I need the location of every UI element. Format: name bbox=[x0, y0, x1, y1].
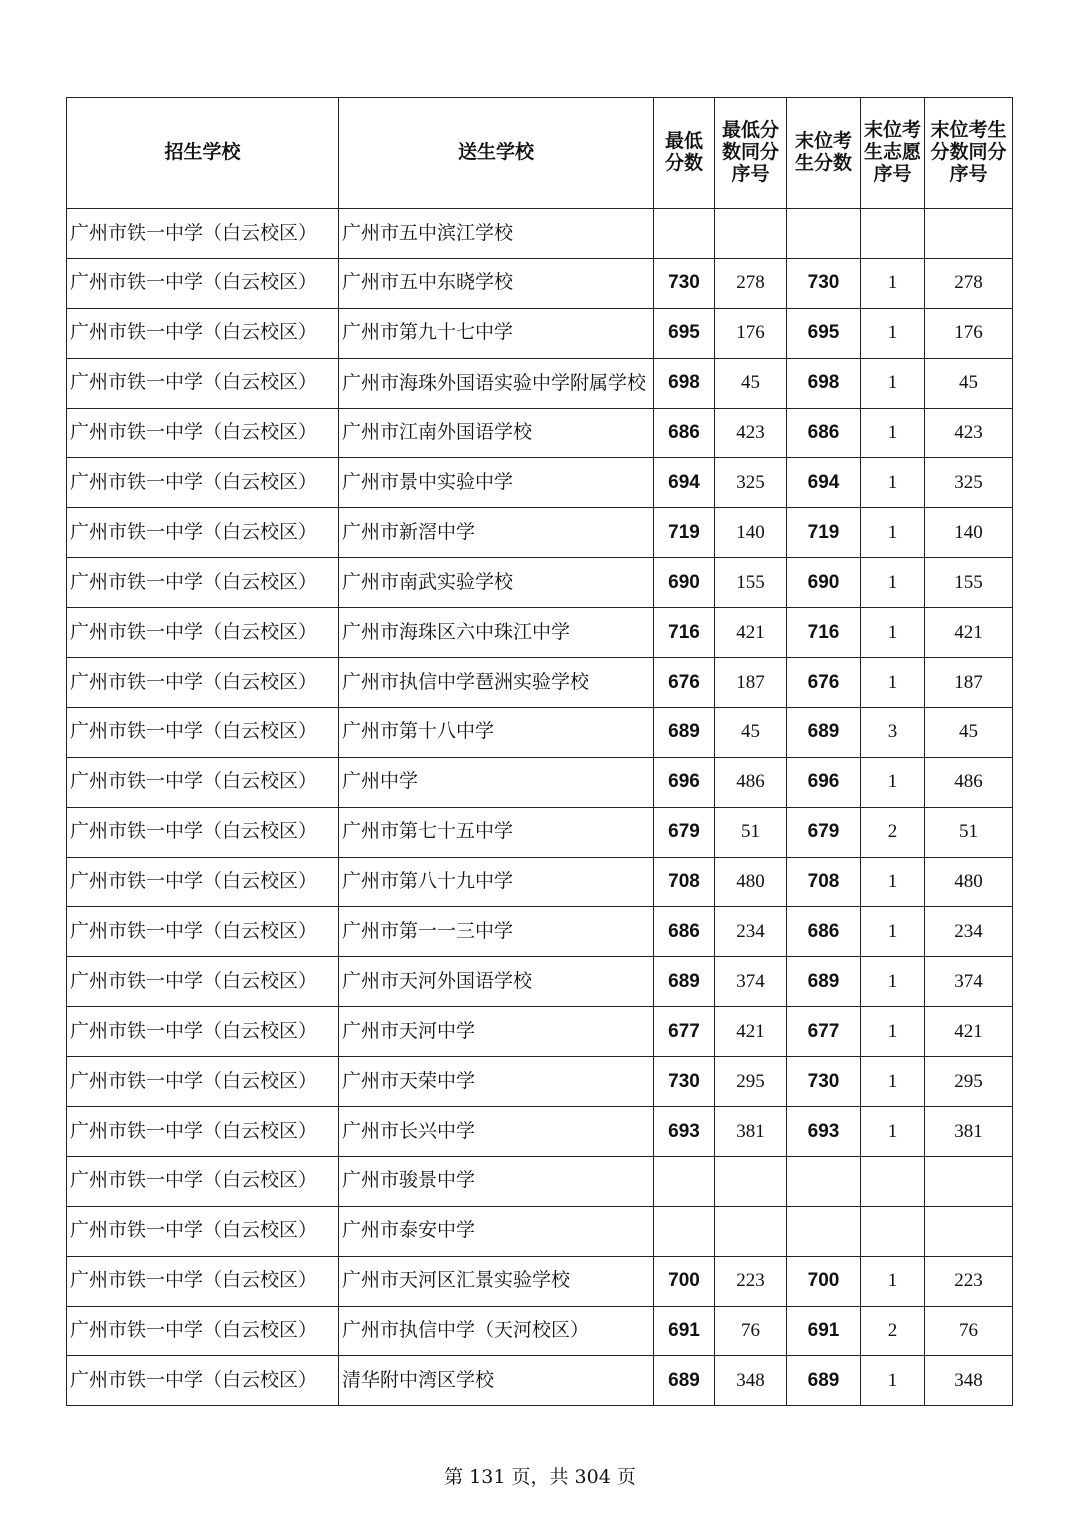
min-score-rank-cell: 381 bbox=[715, 1107, 787, 1157]
last-score-cell: 696 bbox=[787, 757, 861, 807]
last-preference-cell: 1 bbox=[861, 308, 925, 358]
min-score-cell: 700 bbox=[654, 1256, 715, 1306]
last-score-rank-cell: 278 bbox=[925, 258, 1013, 308]
min-score-cell: 730 bbox=[654, 258, 715, 308]
send-school-cell: 广州市执信中学（天河校区） bbox=[339, 1306, 654, 1356]
last-preference-cell: 1 bbox=[861, 957, 925, 1007]
table-row bbox=[67, 608, 1013, 658]
recruit-school-cell: 广州市铁一中学（白云校区） bbox=[67, 757, 339, 807]
send-school-cell: 广州市江南外国语学校 bbox=[339, 408, 654, 458]
last-score-rank-cell: 176 bbox=[925, 308, 1013, 358]
recruit-school-cell: 广州市铁一中学（白云校区） bbox=[67, 1356, 339, 1406]
last-score-rank-cell: 76 bbox=[925, 1306, 1013, 1356]
table-row bbox=[67, 558, 1013, 608]
table-row bbox=[67, 209, 1013, 259]
table-row bbox=[67, 1107, 1013, 1157]
table-row bbox=[67, 1156, 1013, 1206]
recruit-school-cell: 广州市铁一中学（白云校区） bbox=[67, 1057, 339, 1107]
last-preference-cell: 1 bbox=[861, 358, 925, 408]
last-score-cell: 686 bbox=[787, 408, 861, 458]
last-preference-cell: 1 bbox=[861, 1107, 925, 1157]
last-preference-cell: 1 bbox=[861, 458, 925, 508]
last-score-rank-cell: 421 bbox=[925, 1007, 1013, 1057]
last-preference-cell: 1 bbox=[861, 1057, 925, 1107]
min-score-rank-cell: 234 bbox=[715, 907, 787, 957]
send-school-cell: 广州市第八十九中学 bbox=[339, 857, 654, 907]
min-score-cell bbox=[654, 209, 715, 259]
send-school-cell: 广州市第九十七中学 bbox=[339, 308, 654, 358]
min-score-rank-cell: 325 bbox=[715, 458, 787, 508]
recruit-school-cell: 广州市铁一中学（白云校区） bbox=[67, 458, 339, 508]
last-preference-cell: 1 bbox=[861, 408, 925, 458]
last-preference-cell: 3 bbox=[861, 707, 925, 757]
page-footer: 第 131 页，共 304 页 bbox=[444, 1466, 636, 1488]
send-school-cell: 广州市天河外国语学校 bbox=[339, 957, 654, 1007]
table-row bbox=[67, 707, 1013, 757]
send-school-cell: 广州市骏景中学 bbox=[339, 1156, 654, 1206]
last-score-rank-cell: 187 bbox=[925, 658, 1013, 708]
min-score-rank-cell bbox=[715, 1156, 787, 1206]
last-score-cell: 695 bbox=[787, 308, 861, 358]
last-score-cell: 689 bbox=[787, 957, 861, 1007]
min-score-cell: 698 bbox=[654, 358, 715, 408]
header-send-school: 送生学校 bbox=[339, 98, 654, 209]
min-score-rank-cell: 295 bbox=[715, 1057, 787, 1107]
min-score-cell: 690 bbox=[654, 558, 715, 608]
table-row bbox=[67, 1057, 1013, 1107]
last-preference-cell bbox=[861, 1156, 925, 1206]
min-score-rank-cell: 486 bbox=[715, 757, 787, 807]
last-score-rank-cell: 486 bbox=[925, 757, 1013, 807]
last-score-cell: 730 bbox=[787, 258, 861, 308]
send-school-cell: 广州中学 bbox=[339, 757, 654, 807]
last-preference-cell: 1 bbox=[861, 907, 925, 957]
last-preference-cell: 1 bbox=[861, 1356, 925, 1406]
last-score-rank-cell: 374 bbox=[925, 957, 1013, 1007]
last-score-cell bbox=[787, 1156, 861, 1206]
min-score-rank-cell bbox=[715, 1206, 787, 1256]
send-school-cell: 广州市第十八中学 bbox=[339, 707, 654, 757]
table-row bbox=[67, 1356, 1013, 1406]
last-score-rank-cell bbox=[925, 1206, 1013, 1256]
recruit-school-cell: 广州市铁一中学（白云校区） bbox=[67, 358, 339, 408]
recruit-school-cell: 广州市铁一中学（白云校区） bbox=[67, 857, 339, 907]
send-school-cell: 广州市海珠区六中珠江中学 bbox=[339, 608, 654, 658]
table-row bbox=[67, 1206, 1013, 1256]
recruit-school-cell: 广州市铁一中学（白云校区） bbox=[67, 209, 339, 259]
last-preference-cell bbox=[861, 1206, 925, 1256]
table-row bbox=[67, 1306, 1013, 1356]
table-row bbox=[67, 907, 1013, 957]
last-preference-cell bbox=[861, 209, 925, 259]
min-score-rank-cell: 421 bbox=[715, 608, 787, 658]
last-score-rank-cell: 381 bbox=[925, 1107, 1013, 1157]
last-score-cell bbox=[787, 1206, 861, 1256]
send-school-cell: 清华附中湾区学校 bbox=[339, 1356, 654, 1406]
min-score-rank-cell: 480 bbox=[715, 857, 787, 907]
min-score-rank-cell: 140 bbox=[715, 508, 787, 558]
last-score-rank-cell bbox=[925, 1156, 1013, 1206]
last-score-cell: 700 bbox=[787, 1256, 861, 1306]
last-score-cell: 690 bbox=[787, 558, 861, 608]
send-school-cell: 广州市五中东晓学校 bbox=[339, 258, 654, 308]
last-preference-cell: 1 bbox=[861, 857, 925, 907]
table-row bbox=[67, 1256, 1013, 1306]
recruit-school-cell: 广州市铁一中学（白云校区） bbox=[67, 1107, 339, 1157]
table-row bbox=[67, 258, 1013, 308]
last-score-cell: 689 bbox=[787, 707, 861, 757]
last-score-rank-cell: 223 bbox=[925, 1256, 1013, 1306]
last-score-cell: 698 bbox=[787, 358, 861, 408]
last-preference-cell: 1 bbox=[861, 608, 925, 658]
min-score-rank-cell: 176 bbox=[715, 308, 787, 358]
last-preference-cell: 2 bbox=[861, 1306, 925, 1356]
last-score-rank-cell: 480 bbox=[925, 857, 1013, 907]
last-score-cell: 676 bbox=[787, 658, 861, 708]
table-row bbox=[67, 358, 1013, 408]
last-score-rank-cell bbox=[925, 209, 1013, 259]
min-score-rank-cell: 187 bbox=[715, 658, 787, 708]
last-score-cell: 689 bbox=[787, 1356, 861, 1406]
last-preference-cell: 2 bbox=[861, 807, 925, 857]
recruit-school-cell: 广州市铁一中学（白云校区） bbox=[67, 707, 339, 757]
table-row bbox=[67, 458, 1013, 508]
recruit-school-cell: 广州市铁一中学（白云校区） bbox=[67, 1156, 339, 1206]
last-score-cell: 686 bbox=[787, 907, 861, 957]
recruit-school-cell: 广州市铁一中学（白云校区） bbox=[67, 658, 339, 708]
table-row bbox=[67, 308, 1013, 358]
send-school-cell: 广州市景中实验中学 bbox=[339, 458, 654, 508]
min-score-cell: 686 bbox=[654, 408, 715, 458]
min-score-rank-cell bbox=[715, 209, 787, 259]
table-row bbox=[67, 408, 1013, 458]
min-score-cell: 708 bbox=[654, 857, 715, 907]
send-school-cell: 广州市泰安中学 bbox=[339, 1206, 654, 1256]
min-score-cell bbox=[654, 1156, 715, 1206]
last-score-cell: 694 bbox=[787, 458, 861, 508]
table-row bbox=[67, 757, 1013, 807]
last-score-rank-cell: 325 bbox=[925, 458, 1013, 508]
last-score-rank-cell: 234 bbox=[925, 907, 1013, 957]
last-score-cell bbox=[787, 209, 861, 259]
send-school-cell: 广州市海珠外国语实验中学附属学校 bbox=[339, 358, 654, 408]
min-score-cell: 694 bbox=[654, 458, 715, 508]
min-score-cell bbox=[654, 1206, 715, 1256]
min-score-rank-cell: 348 bbox=[715, 1356, 787, 1406]
header-last-score: 末位考生分数 bbox=[787, 98, 861, 209]
min-score-rank-cell: 45 bbox=[715, 707, 787, 757]
last-score-cell: 708 bbox=[787, 857, 861, 907]
last-score-cell: 716 bbox=[787, 608, 861, 658]
min-score-cell: 719 bbox=[654, 508, 715, 558]
min-score-rank-cell: 223 bbox=[715, 1256, 787, 1306]
last-preference-cell: 1 bbox=[861, 1256, 925, 1306]
last-score-rank-cell: 421 bbox=[925, 608, 1013, 658]
last-score-rank-cell: 45 bbox=[925, 358, 1013, 408]
recruit-school-cell: 广州市铁一中学（白云校区） bbox=[67, 308, 339, 358]
send-school-cell: 广州市长兴中学 bbox=[339, 1107, 654, 1157]
last-score-rank-cell: 295 bbox=[925, 1057, 1013, 1107]
header-min-score: 最低分数 bbox=[654, 98, 715, 209]
recruit-school-cell: 广州市铁一中学（白云校区） bbox=[67, 608, 339, 658]
send-school-cell: 广州市五中滨江学校 bbox=[339, 209, 654, 259]
min-score-cell: 716 bbox=[654, 608, 715, 658]
table-row bbox=[67, 857, 1013, 907]
table-row bbox=[67, 957, 1013, 1007]
header-last-score-rank: 末位考生分数同分序号 bbox=[925, 98, 1013, 209]
min-score-cell: 730 bbox=[654, 1057, 715, 1107]
recruit-school-cell: 广州市铁一中学（白云校区） bbox=[67, 258, 339, 308]
min-score-rank-cell: 278 bbox=[715, 258, 787, 308]
last-preference-cell: 1 bbox=[861, 258, 925, 308]
send-school-cell: 广州市天荣中学 bbox=[339, 1057, 654, 1107]
min-score-cell: 691 bbox=[654, 1306, 715, 1356]
last-score-rank-cell: 348 bbox=[925, 1356, 1013, 1406]
table-row bbox=[67, 807, 1013, 857]
table-body bbox=[67, 209, 1013, 1406]
last-preference-cell: 1 bbox=[861, 658, 925, 708]
recruit-school-cell: 广州市铁一中学（白云校区） bbox=[67, 807, 339, 857]
recruit-school-cell: 广州市铁一中学（白云校区） bbox=[67, 508, 339, 558]
min-score-rank-cell: 155 bbox=[715, 558, 787, 608]
recruit-school-cell: 广州市铁一中学（白云校区） bbox=[67, 1206, 339, 1256]
min-score-cell: 686 bbox=[654, 907, 715, 957]
recruit-school-cell: 广州市铁一中学（白云校区） bbox=[67, 558, 339, 608]
send-school-cell: 广州市第一一三中学 bbox=[339, 907, 654, 957]
last-preference-cell: 1 bbox=[861, 508, 925, 558]
min-score-rank-cell: 421 bbox=[715, 1007, 787, 1057]
last-score-rank-cell: 423 bbox=[925, 408, 1013, 458]
last-preference-cell: 1 bbox=[861, 757, 925, 807]
min-score-rank-cell: 45 bbox=[715, 358, 787, 408]
send-school-cell: 广州市新滘中学 bbox=[339, 508, 654, 558]
last-score-cell: 679 bbox=[787, 807, 861, 857]
table-row bbox=[67, 508, 1013, 558]
last-score-rank-cell: 45 bbox=[925, 707, 1013, 757]
header-last-preference: 末位考生志愿序号 bbox=[861, 98, 925, 209]
min-score-cell: 689 bbox=[654, 957, 715, 1007]
send-school-cell: 广州市天河中学 bbox=[339, 1007, 654, 1057]
min-score-cell: 689 bbox=[654, 707, 715, 757]
admission-score-table bbox=[66, 97, 1013, 1406]
last-score-rank-cell: 51 bbox=[925, 807, 1013, 857]
min-score-cell: 693 bbox=[654, 1107, 715, 1157]
last-score-cell: 693 bbox=[787, 1107, 861, 1157]
send-school-cell: 广州市天河区汇景实验学校 bbox=[339, 1256, 654, 1306]
min-score-cell: 695 bbox=[654, 308, 715, 358]
recruit-school-cell: 广州市铁一中学（白云校区） bbox=[67, 408, 339, 458]
last-score-rank-cell: 155 bbox=[925, 558, 1013, 608]
recruit-school-cell: 广州市铁一中学（白云校区） bbox=[67, 1306, 339, 1356]
header-recruit-school: 招生学校 bbox=[67, 98, 339, 209]
last-preference-cell: 1 bbox=[861, 558, 925, 608]
table-row bbox=[67, 1007, 1013, 1057]
table-row bbox=[67, 658, 1013, 708]
min-score-cell: 676 bbox=[654, 658, 715, 708]
table-header-row bbox=[67, 98, 1013, 209]
min-score-cell: 689 bbox=[654, 1356, 715, 1406]
send-school-cell: 广州市执信中学琶洲实验学校 bbox=[339, 658, 654, 708]
last-score-cell: 691 bbox=[787, 1306, 861, 1356]
min-score-cell: 679 bbox=[654, 807, 715, 857]
min-score-rank-cell: 423 bbox=[715, 408, 787, 458]
recruit-school-cell: 广州市铁一中学（白云校区） bbox=[67, 1256, 339, 1306]
min-score-rank-cell: 51 bbox=[715, 807, 787, 857]
min-score-rank-cell: 76 bbox=[715, 1306, 787, 1356]
recruit-school-cell: 广州市铁一中学（白云校区） bbox=[67, 1007, 339, 1057]
last-score-cell: 730 bbox=[787, 1057, 861, 1107]
send-school-cell: 广州市第七十五中学 bbox=[339, 807, 654, 857]
min-score-cell: 696 bbox=[654, 757, 715, 807]
send-school-cell: 广州市南武实验学校 bbox=[339, 558, 654, 608]
header-min-score-rank: 最低分数同分序号 bbox=[715, 98, 787, 209]
last-score-cell: 719 bbox=[787, 508, 861, 558]
recruit-school-cell: 广州市铁一中学（白云校区） bbox=[67, 957, 339, 1007]
last-score-rank-cell: 140 bbox=[925, 508, 1013, 558]
last-score-cell: 677 bbox=[787, 1007, 861, 1057]
last-preference-cell: 1 bbox=[861, 1007, 925, 1057]
min-score-cell: 677 bbox=[654, 1007, 715, 1057]
min-score-rank-cell: 374 bbox=[715, 957, 787, 1007]
recruit-school-cell: 广州市铁一中学（白云校区） bbox=[67, 907, 339, 957]
